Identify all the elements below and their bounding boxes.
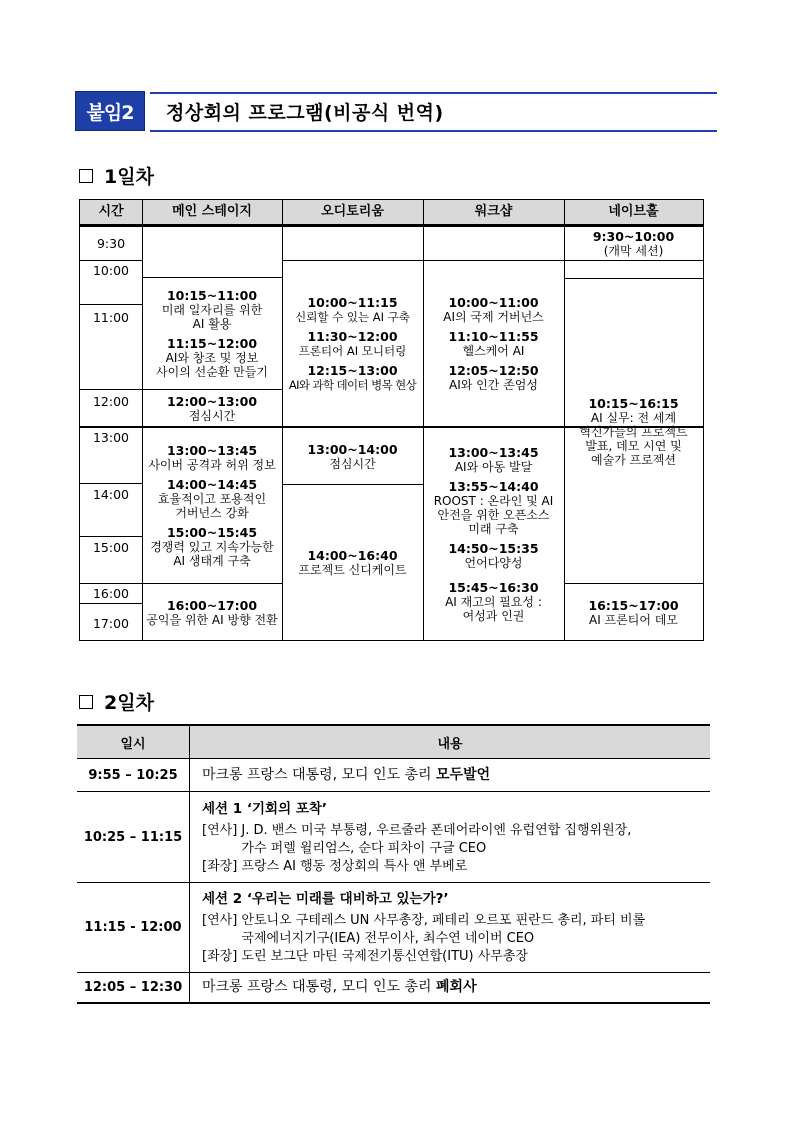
session-time: 16:00~17:00 (166, 597, 258, 613)
session-title: 미래 구축 (468, 522, 519, 536)
session-title: 공익을 위한 AI 방향 전환 (146, 612, 278, 627)
session-time: 13:00~13:45 (448, 445, 539, 460)
speaker-line: 안토니오 구테레스 UN 사무총장, 페테리 오르포 핀란드 총리, 파티 비롤 (241, 913, 646, 928)
session-title: 신뢰할 수 있는 AI 구축 (295, 310, 410, 324)
nave-opening-session (564, 227, 703, 260)
session-title: 점심시간 (188, 408, 236, 423)
session-title: AI와 아동 발달 (454, 460, 533, 474)
row-text: 마크롱 프랑스 대통령, 모디 인도 총리 (202, 979, 437, 996)
row-content (190, 759, 711, 792)
session-time: 13:00~13:45 (166, 443, 258, 458)
time-label: 14:00 (92, 487, 130, 502)
chair (202, 948, 709, 969)
table-header-row (77, 725, 710, 759)
row-time: 10:25 – 11:15 (77, 792, 190, 883)
time-label: 9:30 (96, 236, 126, 251)
time-label: 13:00 (92, 430, 130, 445)
session-title: 효율적이고 포용적인 (157, 492, 267, 506)
session-title: 점심시간 (329, 456, 376, 471)
session-title: 예술가 프로젝션 (591, 452, 676, 467)
time-label: 17:00 (92, 616, 130, 631)
time-rule (80, 603, 142, 604)
table-row (77, 883, 710, 973)
nave-frontier-demo (564, 584, 703, 640)
session-title: AI 생태계 구축 (173, 554, 251, 568)
speakers (202, 822, 709, 858)
time-rule (80, 389, 142, 390)
speaker-line: 가수 퍼렐 윌리엄스, 순다 피차이 구글 CEO (241, 840, 487, 856)
col-header-nave-hall: 네이브홀 (564, 200, 703, 225)
session-title: AI 실무: 전 세계 (590, 410, 677, 425)
table-row (77, 792, 710, 883)
session-title: 사이의 선순환 만들기 (156, 365, 268, 379)
session-time: 10:15~16:15 (588, 395, 679, 411)
session-title: 혁신가들의 프로젝트 (579, 424, 688, 439)
session-time: 16:15~17:00 (588, 597, 679, 613)
session-time: 15:00~15:45 (166, 525, 258, 540)
session-time: 11:10~11:55 (448, 329, 539, 344)
session-title: AI와 인간 존엄성 (449, 378, 538, 392)
session-title: (개막 세션) (603, 244, 664, 258)
time-rule (80, 260, 142, 261)
row-content (190, 792, 711, 883)
workshop-afternoon-block (423, 428, 564, 640)
chair-tag: [좌장] (202, 858, 238, 874)
session-time: 12:05~12:50 (448, 363, 539, 378)
chair-name: 도린 보그단 마틴 국제전기통신연합(ITU) 사무총장 (241, 949, 528, 964)
day1-heading (79, 162, 154, 189)
session-title: 안전을 위한 오픈소스 (437, 508, 550, 522)
session-title: 헬스케어 AI (462, 344, 525, 358)
cell-rule (564, 260, 703, 261)
speaker-tag: [연사] (202, 913, 238, 928)
appendix-badge: 붙임2 (75, 91, 145, 131)
col-header-auditorium: 오디토리움 (282, 200, 423, 225)
speaker-tag: [연사] (202, 822, 238, 838)
session-title: 프로젝트 신디케이트 (298, 563, 407, 577)
session-time: 12:15~13:00 (307, 363, 398, 378)
session-title: 발표, 데모 시연 및 (585, 438, 682, 453)
session-time: 10:00~11:15 (307, 295, 398, 310)
col-header-main-stage: 메인 스테이지 (142, 200, 282, 225)
table-row (77, 759, 710, 792)
row-text: 마크롱 프랑스 대통령, 모디 인도 총리 (202, 767, 437, 783)
session-title: AI 프론티어 데모 (589, 612, 678, 627)
auditorium-lunch (282, 428, 423, 484)
chair (202, 858, 709, 879)
session-title: ROOST : 온라인 및 AI (433, 494, 554, 508)
speakers (202, 912, 709, 948)
speaker-line: J. D. 밴스 미국 부통령, 우르줄라 폰데어라이엔 유럽연합 집행위원장, (241, 822, 632, 838)
session-title: 미래 일자리를 위한 (161, 303, 263, 317)
workshop-morning-block (423, 261, 564, 426)
session-title: AI와 과학 데이터 병목 현상 (288, 378, 417, 392)
day1-title: 1일차 (104, 166, 154, 188)
row-time: 12:05 – 12:30 (77, 973, 190, 1003)
row-time: 9:55 – 10:25 (77, 759, 190, 792)
table-row (77, 973, 710, 1003)
time-label: 10:00 (92, 263, 130, 278)
time-label: 11:00 (92, 310, 130, 325)
session-time: 14:50~15:35 (448, 541, 539, 556)
session-time: 10:00~11:00 (448, 295, 539, 310)
col-header-workshop: 워크샵 (423, 200, 564, 225)
time-label: 16:00 (92, 586, 130, 601)
session-time: 9:30~10:00 (592, 229, 675, 244)
session-time: 14:00~14:45 (166, 477, 258, 492)
header-rule-top (150, 92, 717, 94)
chair-tag: [좌장] (202, 949, 238, 964)
main-stage-lunch (142, 390, 282, 426)
checkbox-square-icon (79, 695, 93, 709)
session-time: 10:15~11:00 (166, 288, 258, 303)
time-label: 12:00 (92, 394, 130, 409)
speaker-line: 국제에너지기구(IEA) 전무이사, 최수연 네이버 CEO (241, 931, 535, 946)
auditorium-afternoon-block (282, 485, 423, 640)
time-rule (80, 483, 142, 484)
main-stage-late-session (142, 584, 282, 640)
session-title: 프론티어 AI 모니터링 (298, 344, 407, 358)
session-time: 15:45~16:30 (448, 580, 539, 595)
day2-schedule-table (77, 724, 710, 1004)
speaker-names (241, 912, 645, 948)
row-content (190, 973, 711, 1003)
main-stage-afternoon-block (142, 428, 282, 583)
session-title: 사이버 공격과 허위 정보 (148, 458, 276, 472)
day1-schedule-grid (79, 199, 704, 641)
session-title: 세션 1 ‘기회의 포착’ (202, 800, 328, 817)
row-text-bold: 폐회사 (436, 979, 477, 996)
chair-name: 프랑스 AI 행동 정상회의 특사 앤 부베로 (241, 858, 468, 874)
session-time: 11:15~12:00 (166, 336, 258, 351)
col-header-datetime: 일시 (77, 725, 190, 759)
session-title: AI의 국제 거버넌스 (443, 310, 544, 324)
col-header-time: 시간 (80, 200, 142, 225)
row-content (190, 883, 711, 973)
checkbox-square-icon (79, 169, 93, 183)
nave-ai-practice-block (564, 279, 703, 583)
header-rule-bottom (150, 130, 717, 132)
session-time: 11:30~12:00 (307, 329, 398, 344)
day2-title: 2일차 (104, 692, 154, 714)
main-stage-morning-block (142, 278, 282, 389)
session-title: 여성과 인권 (462, 609, 525, 623)
auditorium-morning-block (282, 261, 423, 426)
session-time: 13:55~14:40 (448, 479, 539, 494)
page-title: 정상회의 프로그램(비공식 번역) (166, 102, 444, 124)
col-header-content: 내용 (190, 725, 711, 759)
time-label: 15:00 (92, 540, 130, 555)
time-rule (80, 583, 142, 584)
day2-heading (79, 688, 154, 715)
row-text-bold: 모두발언 (436, 767, 491, 783)
session-time: 13:00~14:00 (307, 441, 398, 457)
speaker-names (241, 822, 631, 858)
session-title: 경쟁력 있고 지속가능한 (150, 540, 274, 554)
session-title: AI 재고의 필요성 : (445, 595, 542, 609)
time-rule (80, 536, 142, 537)
session-title: 언어다양성 (464, 556, 523, 570)
session-time: 12:00~13:00 (166, 393, 258, 409)
session-title: 거버넌스 강화 (175, 506, 249, 520)
row-time: 11:15 - 12:00 (77, 883, 190, 973)
session-title: AI 활용 (192, 317, 232, 331)
time-rule (80, 304, 142, 305)
session-title: AI와 창조 및 정보 (165, 351, 259, 365)
session-title: 세션 2 ‘우리는 미래를 대비하고 있는가?’ (202, 891, 449, 907)
session-time: 14:00~16:40 (307, 548, 398, 563)
